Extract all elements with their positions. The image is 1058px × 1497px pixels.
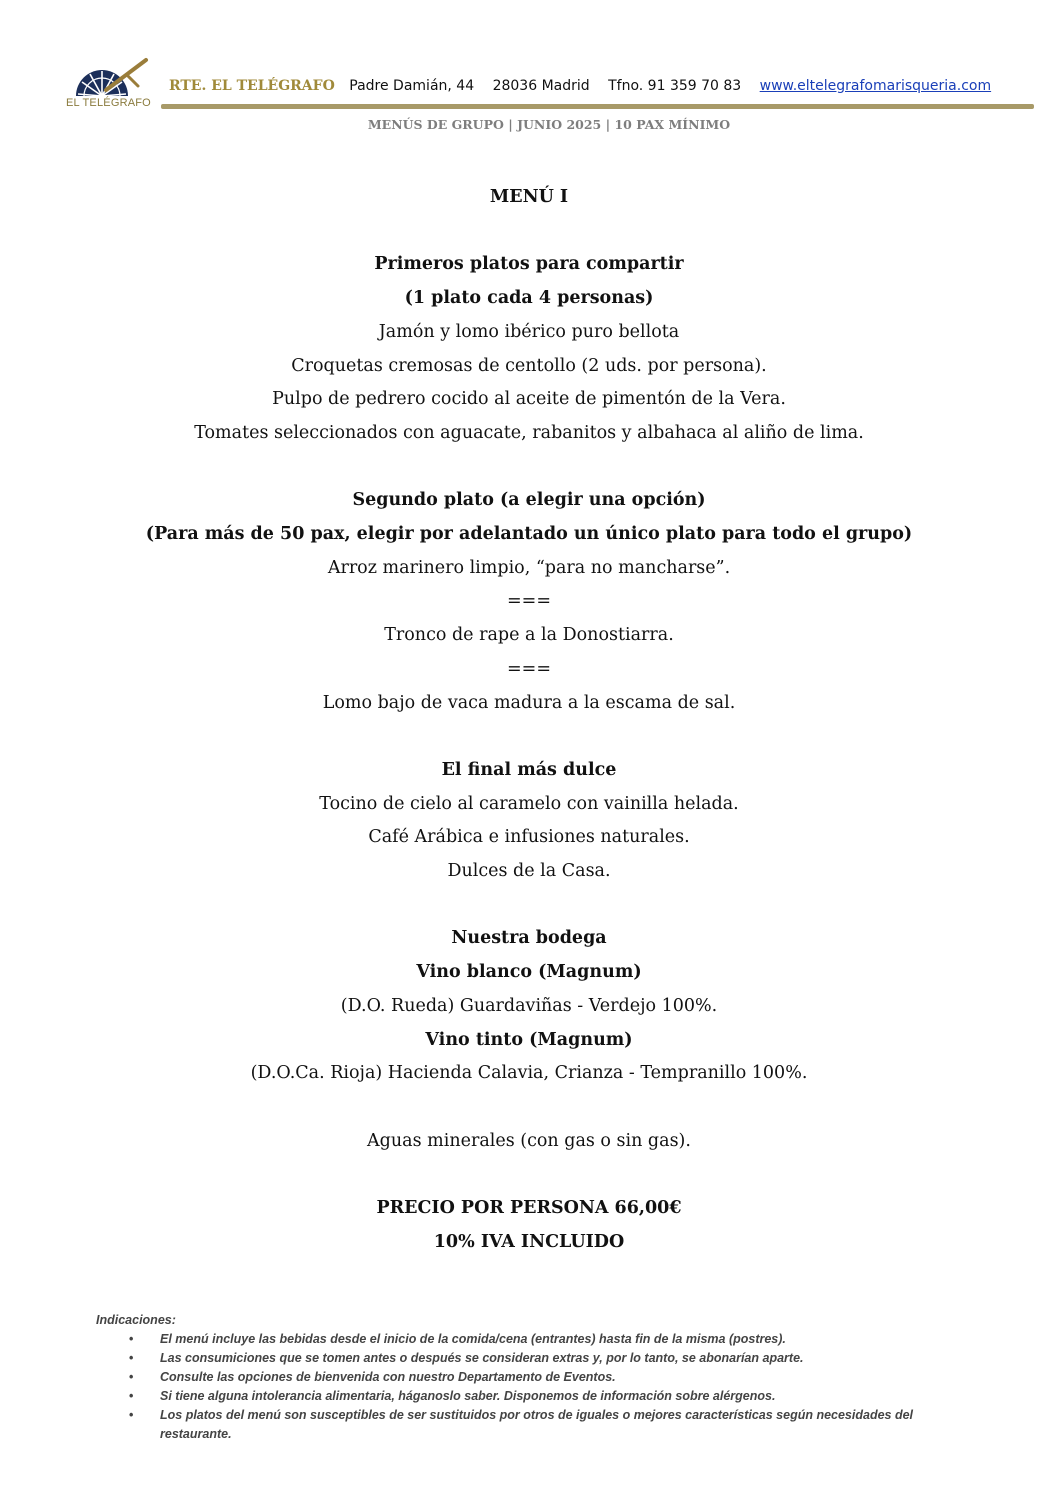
bullet-icon: •: [129, 1408, 134, 1422]
tax-note: 10% IVA INCLUIDO: [433, 1231, 625, 1252]
notes-section: [96, 1311, 966, 1444]
note-text: El menú incluye las bebidas desde el inicio de la comida/cena (entrantes) hasta fin de la misma (postres).: [160, 1332, 786, 1346]
option-separator: ===: [507, 591, 551, 612]
dessert-item: Tocino de cielo al caramelo con vainilla helada.: [319, 793, 739, 814]
logo-wordmark: EL TELÉGRAFO: [66, 97, 151, 109]
menu-subtitle: MENÚS DE GRUPO | JUNIO 2025 | 10 PAX MÍNIMO: [367, 117, 731, 132]
menu-body: [0, 181, 1058, 1260]
list-item: [96, 1387, 966, 1406]
wine-heading: Nuestra bodega: [451, 928, 607, 949]
dessert-item: Dulces de la Casa.: [447, 861, 611, 882]
list-item: [96, 1330, 966, 1349]
notes-list: [96, 1330, 966, 1444]
bullet-icon: •: [129, 1389, 134, 1403]
main-option: Lomo bajo de vaca madura a la escama de sal.: [322, 692, 736, 713]
header-rule: [161, 104, 1034, 109]
dessert-item: Café Arábica e infusiones naturales.: [368, 827, 690, 848]
menu-title: MENÚ I: [489, 187, 569, 207]
contact-line: [169, 78, 991, 94]
postal-city: 28036 Madrid: [492, 78, 590, 94]
bullet-icon: •: [129, 1370, 134, 1384]
white-wine: (D.O. Rueda) Guardaviñas - Verdejo 100%.: [340, 995, 718, 1016]
restaurant-name: RTE. EL TELÉGRAFO: [169, 78, 335, 94]
address: Padre Damián, 44: [349, 78, 475, 94]
note-text: Si tiene alguna intolerancia alimentaria, háganoslo saber. Disponemos de información sobre alérgenos.: [160, 1389, 776, 1403]
starter-item: Croquetas cremosas de centollo (2 uds. por persona).: [291, 355, 767, 376]
bullet-icon: •: [129, 1351, 134, 1365]
note-text: Las consumiciones que se tomen antes o después se consideran extras y, por lo tanto, se abonarían aparte.: [160, 1351, 804, 1365]
starters-heading: Primeros platos para compartir: [374, 254, 684, 275]
main-note: (Para más de 50 pax, elegir por adelantado un único plato para todo el grupo): [145, 524, 913, 545]
main-heading: Segundo plato (a elegir una opción): [352, 490, 706, 511]
starter-item: Tomates seleccionados con aguacate, rabanitos y albahaca al aliño de lima.: [194, 422, 864, 443]
red-wine: (D.O.Ca. Rioja) Hacienda Calavia, Crianza - Tempranillo 100%.: [250, 1063, 808, 1084]
main-option: Arroz marinero limpio, “para no mancharse”.: [327, 557, 731, 578]
list-item: [96, 1349, 966, 1368]
list-item: [96, 1368, 966, 1387]
starters-note: (1 plato cada 4 personas): [404, 288, 654, 309]
website-link[interactable]: www.eltelegrafomarisqueria.com: [759, 78, 992, 94]
list-item: [96, 1406, 966, 1444]
note-text: Los platos del menú son susceptibles de ser sustituidos por otros de iguales o mejores características según necesidades del restaurante.: [160, 1408, 914, 1441]
notes-heading: Indicaciones:: [96, 1313, 176, 1327]
water: Aguas minerales (con gas o sin gas).: [367, 1130, 691, 1151]
red-wine-heading: Vino tinto (Magnum): [425, 1029, 633, 1050]
starter-item: Pulpo de pedrero cocido al aceite de pimentón de la Vera.: [272, 389, 786, 410]
white-wine-heading: Vino blanco (Magnum): [416, 962, 642, 983]
main-option: Tronco de rape a la Donostiarra.: [384, 625, 674, 646]
price: PRECIO POR PERSONA 66,00€: [376, 1198, 682, 1219]
phone: Tfno. 91 359 70 83: [608, 78, 742, 94]
bullet-icon: •: [129, 1332, 134, 1346]
starter-item: Jamón y lomo ibérico puro bellota: [378, 321, 680, 342]
option-separator: ===: [507, 658, 551, 679]
note-text: Consulte las opciones de bienvenida con nuestro Departamento de Eventos.: [160, 1370, 616, 1384]
dessert-heading: El final más dulce: [441, 759, 617, 780]
page-header: [66, 52, 992, 142]
